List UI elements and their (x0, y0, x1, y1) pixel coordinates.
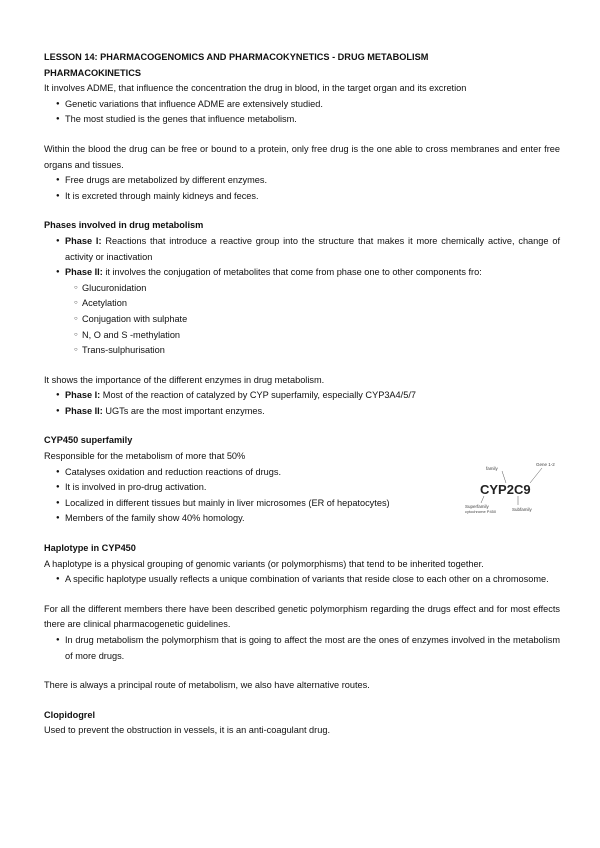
cyp-heading: CYP450 superfamily (44, 435, 133, 446)
clopidogrel-heading: Clopidogrel (44, 709, 96, 720)
lesson-title: LESSON 14: PHARMACOGENOMICS AND PHARMACOKYNETICS - DRUG METABOLISM (44, 52, 429, 62)
enzymes-phase2-label: Phase II: (65, 405, 103, 416)
free-drug-bullet-list (44, 173, 560, 204)
label-subfamily: Subfamily (512, 507, 532, 513)
cyp-name: CYP2C9 (480, 482, 531, 498)
list-item: ● In drug metabolism the polymorphism that is going to affect the most are the ones of enzymes involved in the metabolism of more drugs. (56, 633, 560, 664)
list-item: ● Free drugs are metabolized by different enzymes. (56, 173, 560, 189)
enzymes-intro: It shows the importance of the different enzymes in drug metabolism. (44, 374, 325, 385)
polymorphism-bullet-list (44, 633, 560, 664)
cyp-intro: Responsible for the metabolism of more that 50% (44, 451, 246, 462)
haplotype-bullet-list (44, 572, 560, 588)
pk-intro: It involves ADME, that influence the concentration the drug in blood, in the target organ and its excretion (44, 83, 467, 94)
cyp-nomenclature-figure (464, 461, 560, 519)
label-superfamily-sub: cytochrome P450 (465, 509, 497, 515)
free-drug-paragraph: Within the blood the drug can be free or bound to a protein, only free drug is the one able to cross membranes and enter free organs and tissues. (44, 143, 560, 170)
list-item: ● Localized in different tissues but mainly in liver microsomes (ER of hepatocytes) (56, 496, 560, 512)
phase1-label: Phase I: (65, 235, 102, 246)
phase2-text: it involves the conjugation of metabolites that come from phase one to other components fro: (102, 267, 482, 278)
enzymes-phase1-label: Phase I: (65, 390, 101, 401)
list-item: ● A specific haplotype usually reflects a unique combination of variants that reside close to each other on a chromosome. (56, 572, 560, 588)
routes-paragraph: There is always a principal route of metabolism, we also have alternative routes. (44, 680, 370, 691)
label-gene: Gene 1-2 (536, 462, 555, 468)
haplotype-paragraph: A haplotype is a physical grouping of genomic variants (or polymorphisms) that tend to be inherited together. (44, 558, 484, 569)
pk-bullet-list (44, 97, 560, 128)
phase1-text: Reactions that introduce a reactive group into the structure that makes it more chemically active, change of activity or inactivation (65, 235, 560, 262)
label-superfamily: Superfamily (465, 504, 489, 510)
list-item (56, 404, 560, 420)
phase2-sublist (65, 281, 560, 359)
cyp-section (44, 433, 560, 527)
list-item: ○ Trans-sulphurisation (74, 343, 560, 359)
list-item: ● Members of the family show 40% homology. (56, 511, 560, 527)
pk-heading: PHARMACOKINETICS (44, 67, 141, 78)
list-item: ● Catalyses oxidation and reduction reactions of drugs. (56, 465, 560, 481)
enzymes-list (44, 388, 560, 419)
label-family: family (486, 466, 498, 472)
list-item: ○ Acetylation (74, 296, 560, 312)
cyp-nomenclature-diagram (464, 461, 560, 519)
haplotype-heading: Haplotype in CYP450 (44, 543, 136, 554)
list-item: ● It is excreted through mainly kidneys and feces. (56, 189, 560, 205)
list-item: ○ Conjugation with sulphate (74, 312, 560, 328)
phases-heading: Phases involved in drug metabolism (44, 220, 204, 231)
clopidogrel-paragraph: Used to prevent the obstruction in vessels, it is an anti-coagulant drug. (44, 725, 330, 736)
phases-list (44, 234, 560, 359)
polymorphism-paragraph: For all the different members there have been described genetic polymorphism regarding the drugs effect and for most effects there are clinical pharmacogenetic guidelines. (44, 603, 560, 630)
document-page (44, 50, 560, 739)
enzymes-phase2-text: UGTs are the most important enzymes. (102, 405, 265, 416)
list-item (56, 388, 560, 404)
list-item: ● The most studied is the genes that influence metabolism. (56, 112, 560, 128)
list-item (56, 234, 560, 265)
list-item (56, 265, 560, 359)
phase2-label: Phase II: (65, 267, 103, 278)
list-item: ○ N, O and S -methylation (74, 328, 560, 344)
list-item: ● It is involved in pro-drug activation. (56, 480, 560, 496)
list-item: ● Genetic variations that influence ADME are extensively studied. (56, 97, 560, 113)
enzymes-phase1-text: Most of the reaction of catalyzed by CYP superfamily, especially CYP3A4/5/7 (100, 390, 416, 401)
list-item: ○ Glucuronidation (74, 281, 560, 297)
